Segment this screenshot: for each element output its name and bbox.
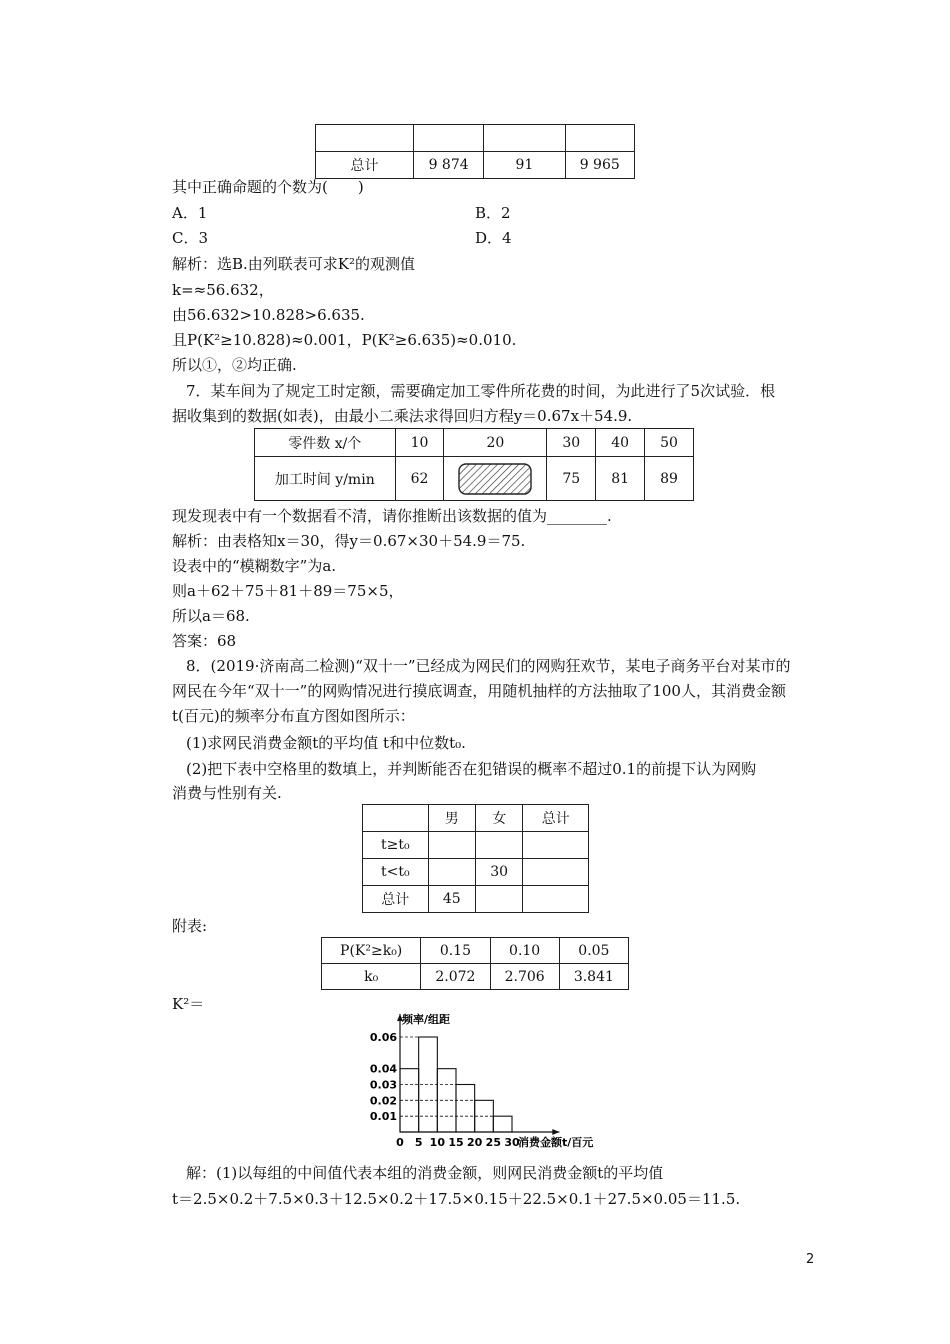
table-cell <box>413 125 483 152</box>
option-b: B．2 <box>475 204 511 222</box>
table-cell: 2.706 <box>490 964 559 990</box>
table-cell: 女 <box>475 805 522 832</box>
table-cell: 男 <box>428 805 475 832</box>
y-tick-label: 0.04 <box>369 1062 397 1076</box>
table-cell: 75 <box>547 457 596 501</box>
table-cell: 加工时间 y/min <box>255 457 396 501</box>
y-tick-label: 0.01 <box>369 1110 397 1124</box>
table-cell: 9 874 <box>413 152 483 179</box>
q6-solution-2: k=≈56.632， <box>172 281 274 299</box>
table-cell: 89 <box>645 457 694 501</box>
q8-solution-2: t＝2.5×0.2＋7.5×0.3＋12.5×0.2＋17.5×0.15＋22.5×0.1＋27.5×0.05＝11.5. <box>172 1190 741 1208</box>
x-tick-label: 25 <box>485 1136 501 1149</box>
x-tick-label: 30 <box>504 1136 520 1149</box>
blurred-cell <box>444 457 547 501</box>
table-cell: 总计 <box>363 886 429 913</box>
blurred-number-icon <box>457 462 533 496</box>
table-cell <box>428 859 475 886</box>
q6-solution-5: 所以①，②均正确. <box>172 356 297 374</box>
table-cell <box>523 832 589 859</box>
table-cell: 50 <box>645 429 694 457</box>
table-cell <box>523 859 589 886</box>
y-tick-label: 0.02 <box>369 1094 397 1108</box>
table-cell <box>475 832 522 859</box>
q8-contingency-table <box>362 804 589 913</box>
table-cell: P(K²≥k₀) <box>322 938 421 964</box>
histogram-bar <box>456 1085 475 1133</box>
histogram-chart <box>360 1010 620 1160</box>
x-tick-label: 20 <box>467 1136 483 1149</box>
table-cell: 10 <box>395 429 444 457</box>
q8-stem: 8．(2019·济南高二检测)“双十一”已经成为网民们的网购狂欢节，某电子商务平台对某市的网民在今年“双十一”的网购情况进行摸底调查，用随机抽样的方法抽取了100人，其消费金额t(百元)的频率分布直方图如图所示： <box>172 657 791 725</box>
table-totals <box>315 124 635 179</box>
table-cell: 40 <box>596 429 645 457</box>
table-cell <box>523 886 589 913</box>
q6-question: 其中正确命题的个数为( ) <box>172 178 364 196</box>
y-tick-label: 0.06 <box>369 1031 397 1044</box>
q7-solution-1: 解析：由表格知x＝30，得y＝0.67×30＋54.9＝75. <box>172 532 526 550</box>
page-number: 2 <box>806 1252 815 1267</box>
q8-solution-1: 解：(1)以每组的中间值代表本组的消费金额，则网民消费金额t的平均值 <box>186 1164 664 1182</box>
option-a: A．1 <box>172 204 208 222</box>
table-cell: 30 <box>547 429 596 457</box>
q8-part2-2: 消费与性别有关. <box>172 784 282 802</box>
table-cell: 30 <box>475 859 522 886</box>
q8-part2-1: (2)把下表中空格里的数填上，并判断能否在犯错误的概率不超过0.1的前提下认为网购 <box>186 760 757 778</box>
x-axis-label: 消费金额t/百元 <box>518 1136 594 1149</box>
table-cell: 9 965 <box>565 152 634 179</box>
q8-part1: (1)求网民消费金额t的平均值 t和中位数t₀. <box>186 734 466 752</box>
q7-solution-3: 则a＋62＋75＋81＋89＝75×5， <box>172 582 404 600</box>
q7-solution-4: 所以a＝68. <box>172 607 250 625</box>
q7-after-table: 现发现表中有一个数据看不清，请你推断出该数据的值为________. <box>172 507 612 525</box>
table-cell: 零件数 x/个 <box>255 429 396 457</box>
x-tick-label: 0 <box>396 1136 404 1149</box>
x-tick-label: 10 <box>429 1136 445 1149</box>
table-cell: k₀ <box>322 964 421 990</box>
table-cell <box>428 832 475 859</box>
table-cell: 91 <box>484 152 565 179</box>
y-axis-label: 频率/组距 <box>402 1013 451 1026</box>
table-cell: 0.15 <box>421 938 490 964</box>
x-tick-label: 5 <box>414 1136 423 1149</box>
y-tick-label: 0.03 <box>369 1078 397 1092</box>
option-c: C．3 <box>172 229 209 247</box>
table-cell <box>316 125 414 152</box>
q7-stem-1: 7．某车间为了规定工时定额，需要确定加工零件所花费的时间，为此进行了5次试验．根 <box>186 382 776 400</box>
table-cell <box>565 125 634 152</box>
table-cell: 0.05 <box>559 938 628 964</box>
table-cell <box>363 805 429 832</box>
appendix-table <box>321 937 629 990</box>
table-cell: t<t₀ <box>363 859 429 886</box>
table-cell: 3.841 <box>559 964 628 990</box>
table-cell <box>484 125 565 152</box>
table-cell: 0.10 <box>490 938 559 964</box>
k2-formula: K²＝ <box>172 995 205 1013</box>
q6-solution-4: 且P(K²≥10.828)≈0.001，P(K²≥6.635)≈0.010. <box>172 331 517 349</box>
table-cell: 总计 <box>523 805 589 832</box>
q7-stem-2: 据收集到的数据(如表)，由最小二乘法求得回归方程y＝0.67x＋54.9. <box>172 407 633 425</box>
appendix-label: 附表: <box>172 917 208 935</box>
table-cell: 81 <box>596 457 645 501</box>
table-cell: 45 <box>428 886 475 913</box>
x-tick-label: 15 <box>448 1136 464 1149</box>
table-cell: 20 <box>444 429 547 457</box>
table-cell: 62 <box>395 457 444 501</box>
x-axis-arrow-icon <box>552 1129 559 1135</box>
table-cell: t≥t₀ <box>363 832 429 859</box>
option-d: D．4 <box>475 229 512 247</box>
histogram-bar <box>493 1116 512 1132</box>
q6-solution-1: 解析：选B.由列联表可求K²的观测值 <box>172 255 416 273</box>
table-cell <box>475 886 522 913</box>
q7-answer: 答案：68 <box>172 632 237 650</box>
q7-solution-2: 设表中的“模糊数字”为a. <box>172 557 337 575</box>
q6-solution-3: 由56.632>10.828>6.635. <box>172 306 365 324</box>
table-cell: 2.072 <box>421 964 490 990</box>
q7-table <box>254 428 694 501</box>
table-cell: 总计 <box>316 152 414 179</box>
